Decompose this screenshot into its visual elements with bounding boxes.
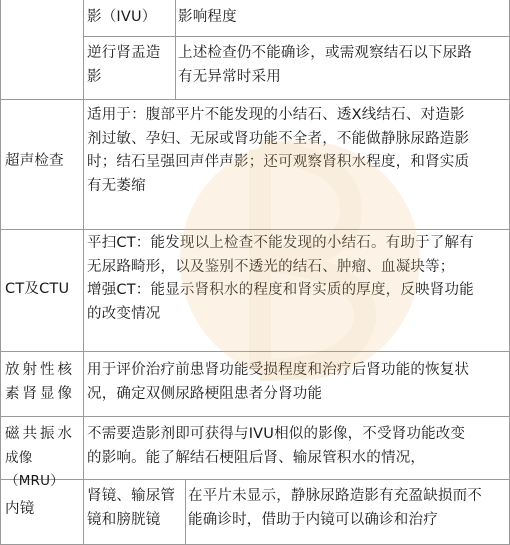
mru-content-line: 的影响。能了解结石梗阻后肾、输尿管积水的情况， xyxy=(87,449,426,466)
mru-label-cell xyxy=(3,423,83,494)
radionuclide-content-line: 况，确定双侧尿路梗阻患者分肾功能 xyxy=(87,385,323,402)
ivu-content-line: 影响程度 xyxy=(178,9,237,25)
retrograde-content-line: 上述检查仍不能确诊，或需观察结石以下尿路 xyxy=(178,45,472,61)
retrograde-content-line: 有无异常时采用 xyxy=(178,68,281,85)
ultrasound-label-cell xyxy=(3,150,83,174)
endoscopy-method-cell xyxy=(85,485,185,532)
radionuclide-content-line: 用于评价治疗前患肾功能受损程度和治疗后肾功能的恢复状 xyxy=(87,362,470,378)
ct-content-line: 平扫CT：能发现以上检查不能发现的小结石。有助于了解有 xyxy=(87,235,474,251)
ct-label: CT及CTU xyxy=(5,281,70,297)
mru-content-cell xyxy=(85,423,509,470)
row-divider xyxy=(0,351,509,352)
endoscopy-method-line: 肾镜、输尿管 xyxy=(87,488,176,504)
endoscopy-content-line: 能确诊时，借助于内镜可以确诊和治疗 xyxy=(188,511,438,528)
ct-label-cell xyxy=(3,278,83,302)
retrograde-method-line: 逆行肾盂造 xyxy=(87,45,161,61)
ultrasound-content-line: 剂过敏、孕妇、无尿或肾功能不全者，不能做静脉尿路造影 xyxy=(87,130,470,147)
mru-content-line: 不需要造影剂即可获得与IVU相似的影像，不受肾功能改变 xyxy=(87,426,466,442)
radionuclide-label-line: 素肾显像 xyxy=(5,385,75,402)
ultrasound-label: 超声检查 xyxy=(5,153,64,169)
table-border-left xyxy=(0,0,1,545)
radionuclide-label-cell xyxy=(3,359,83,406)
ultrasound-content-cell xyxy=(85,104,509,198)
radionuclide-label-line: 放射性核 xyxy=(5,362,75,378)
ultrasound-content-line: 适用于：腹部平片不能发现的小结石、透X线结石、对造影 xyxy=(87,107,465,123)
endoscopy-label: 内镜 xyxy=(5,501,35,517)
ct-content-line: 的改变情况 xyxy=(87,305,161,322)
column-divider xyxy=(83,0,84,545)
mru-label-line: 磁共振水 xyxy=(5,426,75,442)
endoscopy-method-line: 镜和膀胱镜 xyxy=(87,511,161,528)
ct-content-cell xyxy=(85,232,509,326)
ivu-content-cell xyxy=(176,6,509,30)
endoscopy-content-line: 在平片未显示，静脉尿路造影有充盈缺损而不 xyxy=(188,488,482,504)
row-divider xyxy=(83,36,509,37)
retrograde-method-cell xyxy=(85,42,175,89)
ultrasound-content-line: 有无萎缩 xyxy=(87,177,146,194)
ct-content-line: 增强CT：能显示肾积水的程度和肾实质的厚度，反映肾功能 xyxy=(87,282,474,299)
retrograde-method-line: 影 xyxy=(87,68,102,85)
mru-label-line: 成像（MRU） xyxy=(5,449,64,490)
endoscopy-content-cell xyxy=(186,485,509,532)
ultrasound-content-line: 时；结石呈强回声伴声影；还可观察肾积水程度，和肾实质 xyxy=(87,154,470,171)
ivu-method-line: 影（IVU） xyxy=(87,9,157,25)
ct-content-line: 无尿路畸形，以及鉴别不透光的结石、肿瘤、血凝块等； xyxy=(87,258,455,275)
row-divider xyxy=(0,416,509,417)
retrograde-content-cell xyxy=(176,42,509,89)
endoscopy-label-cell xyxy=(3,498,83,522)
ivu-method-cell xyxy=(85,6,175,30)
row-divider xyxy=(0,99,509,100)
radionuclide-content-cell xyxy=(85,359,509,406)
row-divider xyxy=(0,229,509,230)
